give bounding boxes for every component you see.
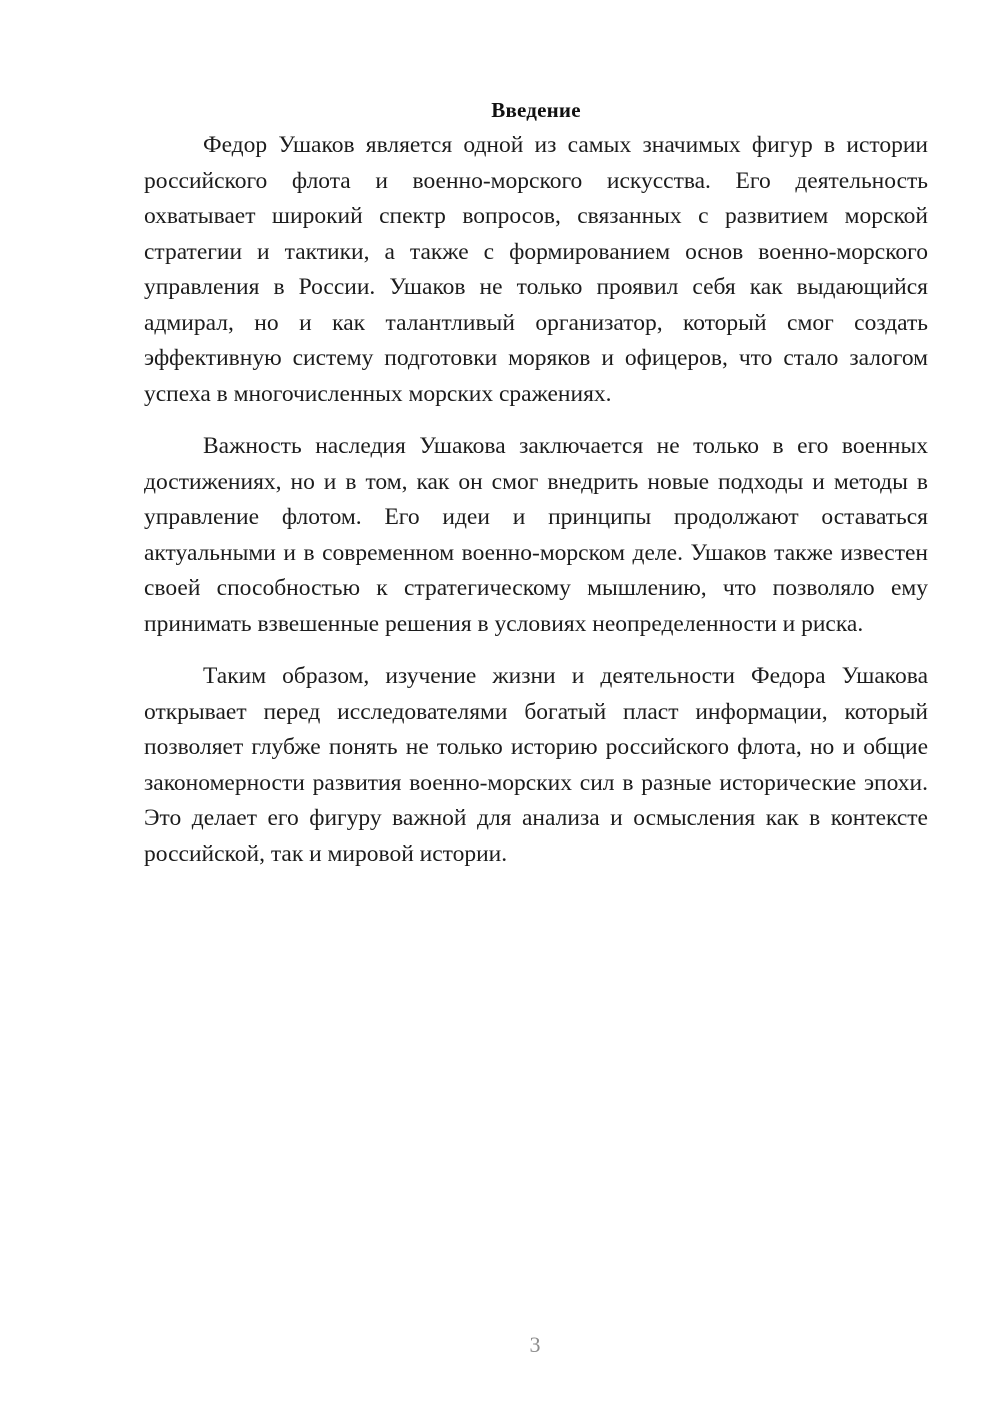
paragraph-3: Таким образом, изучение жизни и деятельности Федора Ушакова открывает перед исследователями богатый пласт информации, который позволяет глубже понять не только историю российского флота, но и общие закономерности развития военно-морских сил в разные исторические эпохи. Это делает его фигуру важной для анализа и осмысления как в контексте российской, так и мировой истории.: [144, 663, 928, 867]
paragraph-1: Федор Ушаков является одной из самых значимых фигур в истории российского флота и военно-морского искусства. Его деятельность охватывает широкий спектр вопросов, связанных с развитием морской стратегии и тактики, а также с формированием основ военно-морского управления в России. Ушаков не только проявил себя как выдающийся адмирал, но и как талантливый организатор, который смог создать эффективную систему подготовки моряков и офицеров, что стало залогом успеха в многочисленных морских сражениях.: [144, 132, 928, 407]
section-heading: Введение: [491, 98, 581, 122]
paragraph-2: Важность наследия Ушакова заключается не только в его военных достижениях, но и в том, как он смог внедрить новые подходы и методы в управление флотом. Его идеи и принципы продолжают оставаться актуальными и в современном военно-морском деле. Ушаков также известен своей способностью к стратегическому мышлению, что позволяло ему принимать взвешенные решения в условиях неопределенности и риска.: [144, 433, 928, 637]
page-content: [144, 92, 928, 872]
page-number: 3: [529, 1332, 541, 1357]
